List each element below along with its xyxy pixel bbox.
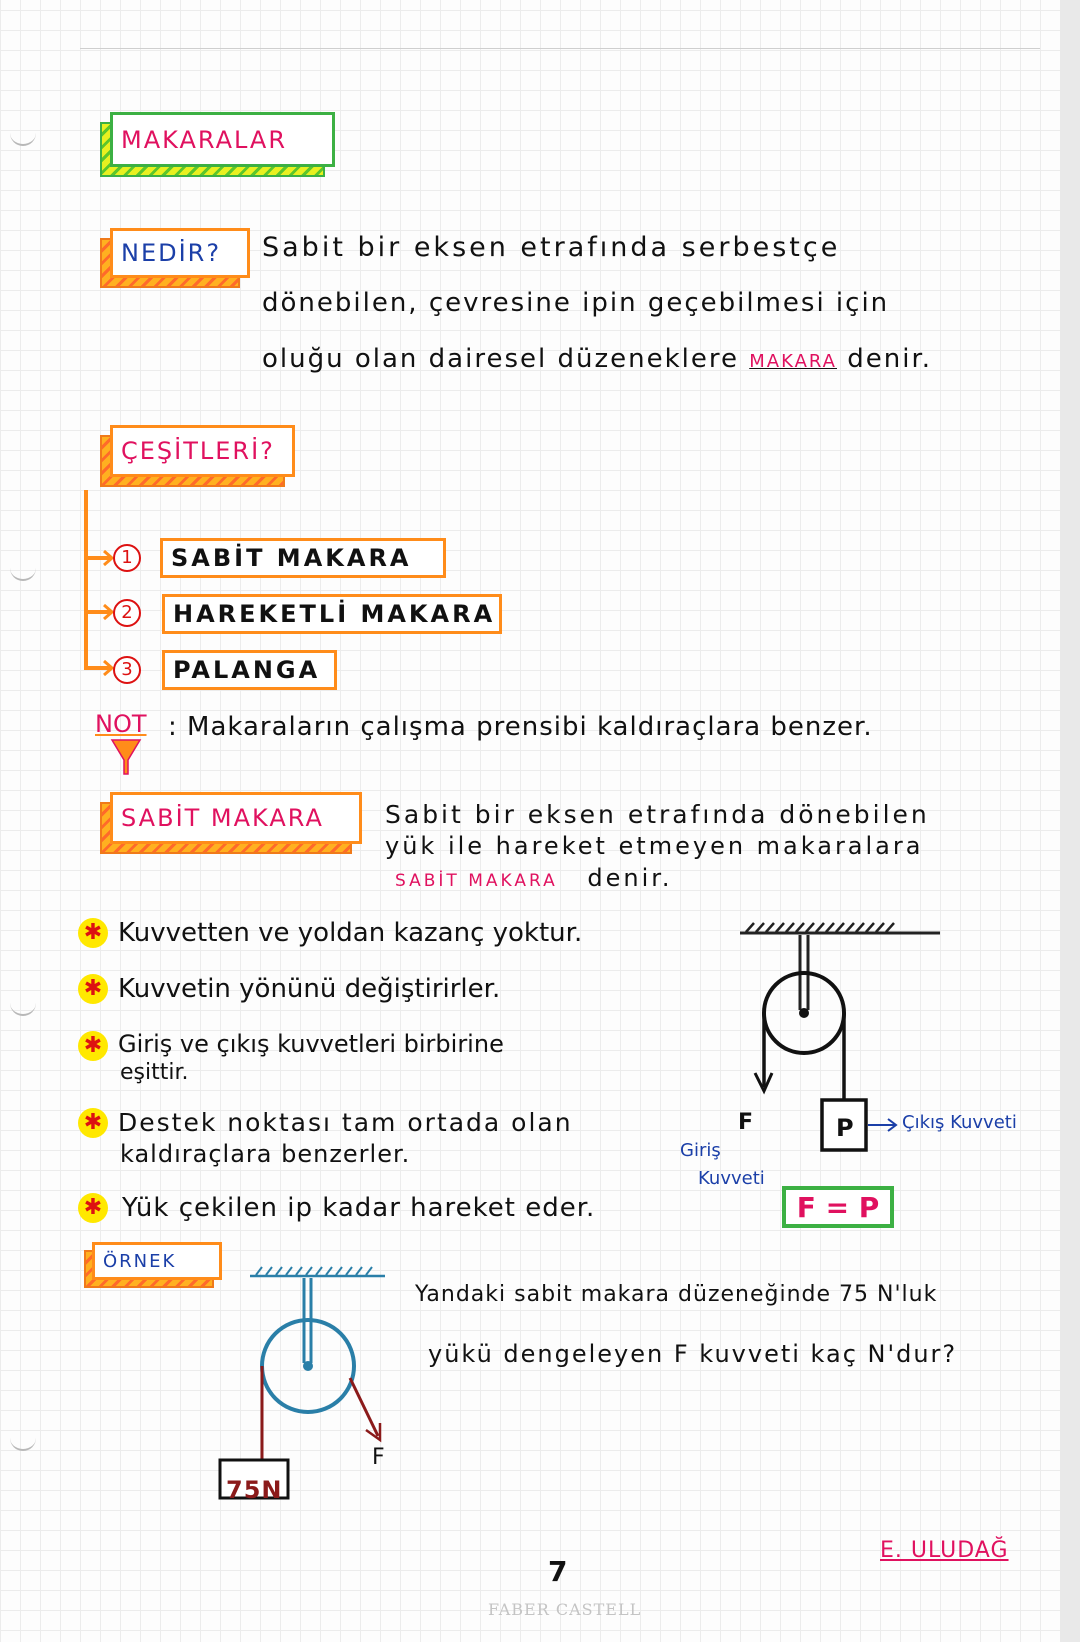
brand-watermark: FABER CASTELL bbox=[488, 1600, 642, 1619]
bullet-text: Destek noktası tam ortada olan bbox=[118, 1108, 573, 1137]
item-number: 1 bbox=[113, 544, 141, 572]
ornek-label: ÖRNEK bbox=[103, 1250, 177, 1272]
item-number: 3 bbox=[113, 656, 141, 684]
bullet-text-cont: eşittir. bbox=[120, 1060, 189, 1085]
bullet-star-icon: ✱ bbox=[78, 1031, 108, 1061]
example-question-line-1: Yandaki sabit makara düzeneğinde 75 N'luk bbox=[415, 1282, 938, 1307]
bullet-text: Kuvvetten ve yoldan kazanç yoktur. bbox=[118, 918, 583, 948]
sabit-line-1: Sabit bir eksen etrafında dönebilen bbox=[385, 800, 930, 829]
diagram1-load-label: P bbox=[836, 1114, 854, 1142]
bullet-text: Yük çekilen ip kadar hareket eder. bbox=[122, 1193, 596, 1223]
author-signature: E. ULUDAĞ bbox=[880, 1538, 1009, 1563]
not-text: : Makaraların çalışma prensibi kaldıraçlara benzer. bbox=[168, 712, 873, 742]
sabit-line-2: yük ile hareket etmeyen makaralara bbox=[385, 832, 924, 860]
bullet-text: Kuvvetin yönünü değiştirirler. bbox=[118, 974, 501, 1004]
formula-text: F = P bbox=[796, 1190, 880, 1224]
sabit-makara-term: SABİT MAKARA bbox=[395, 871, 558, 891]
output-force-label: Çıkış Kuvveti bbox=[902, 1112, 1017, 1133]
item-number: 2 bbox=[113, 599, 141, 627]
example-question-line-2: yükü dengeleyen F kuvveti kaç N'dur? bbox=[428, 1340, 958, 1368]
nedir-line-3: oluğu olan dairesel düzeneklere MAKARA denir. bbox=[262, 344, 933, 374]
input-force-label-2: Kuvveti bbox=[698, 1168, 765, 1189]
nedir-line-2: dönebilen, çevresine ipin geçebilmesi için bbox=[262, 288, 890, 318]
makara-term: MAKARA bbox=[749, 351, 837, 372]
diagram1-force-label: F bbox=[738, 1110, 754, 1135]
nedir-line-1: Sabit bir eksen etrafında serbestçe bbox=[262, 232, 841, 263]
page-title: MAKARALAR bbox=[121, 125, 287, 154]
sabit-makara-label: SABİT MAKARA bbox=[121, 804, 324, 832]
not-funnel-icon bbox=[110, 738, 150, 778]
type-palanga: PALANGA bbox=[162, 650, 337, 690]
type-sabit-makara: SABİT MAKARA bbox=[160, 538, 446, 578]
bullet-text: Giriş ve çıkış kuvvetleri birbirine bbox=[118, 1030, 504, 1058]
sabit-line-3: SABİT MAKARA denir. bbox=[395, 864, 673, 892]
example-force-label: F bbox=[372, 1445, 385, 1470]
input-force-label-1: Giriş bbox=[680, 1140, 721, 1161]
type-hareketli-makara: HAREKETLİ MAKARA bbox=[162, 594, 502, 634]
sabit-makara-box bbox=[110, 792, 362, 844]
bullet-star-icon: ✱ bbox=[78, 974, 108, 1004]
example-load-label: 75N bbox=[226, 1476, 283, 1504]
formula-box bbox=[782, 1186, 894, 1228]
ornek-box bbox=[92, 1242, 222, 1280]
bullet-star-icon: ✱ bbox=[78, 1108, 108, 1138]
nedir-label: NEDİR? bbox=[121, 239, 222, 267]
cesitleri-label: ÇEŞİTLERİ? bbox=[121, 437, 275, 465]
bullet-text-cont: kaldıraçlara benzerler. bbox=[120, 1140, 411, 1168]
not-label: NOT bbox=[95, 710, 147, 738]
bullet-star-icon: ✱ bbox=[78, 1193, 108, 1223]
page-number: 7 bbox=[548, 1555, 568, 1588]
bullet-star-icon: ✱ bbox=[78, 918, 108, 948]
